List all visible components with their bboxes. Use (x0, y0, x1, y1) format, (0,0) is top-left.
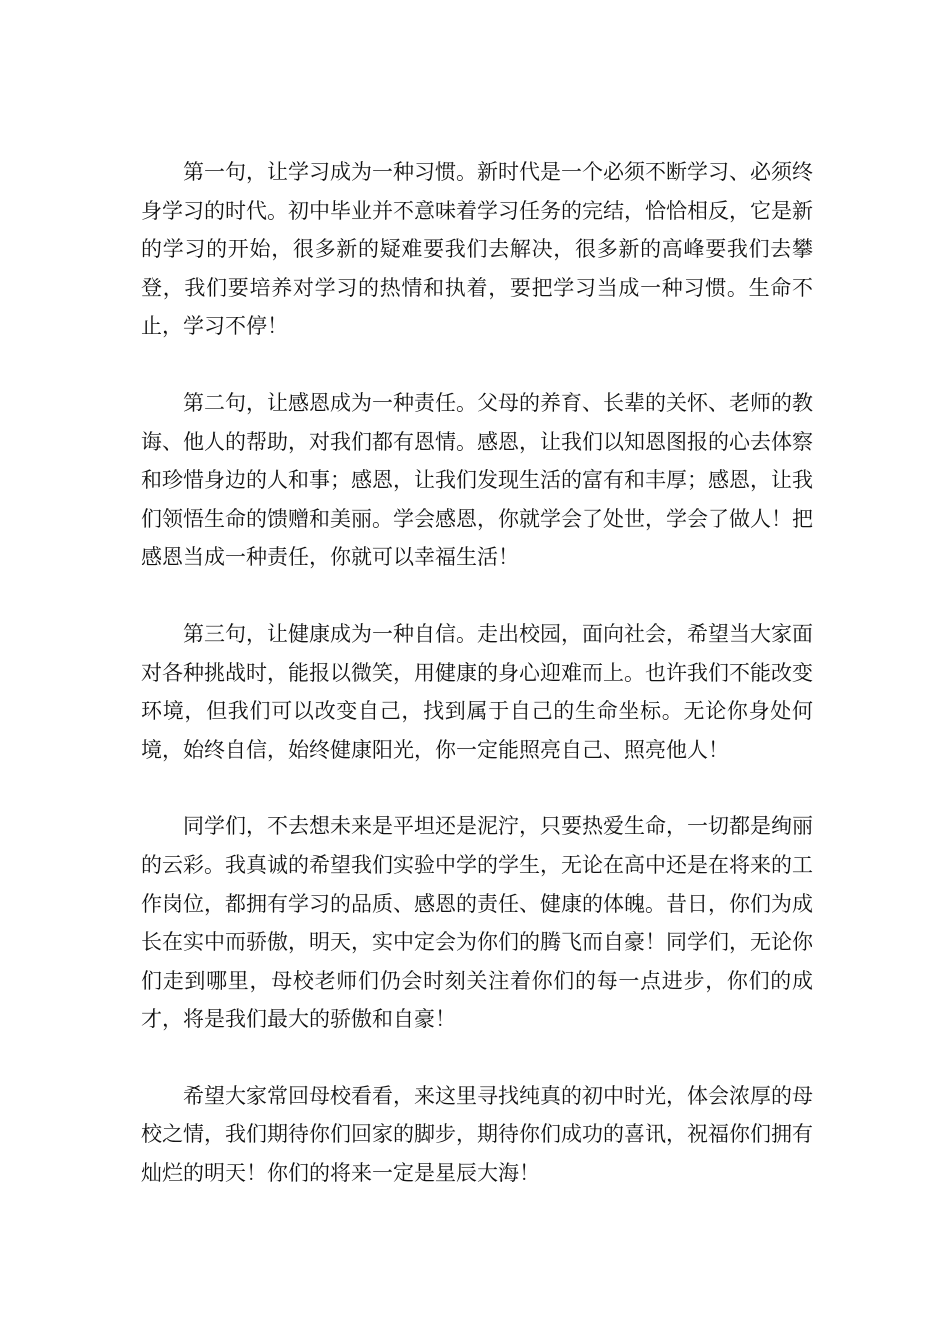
document-body (141, 153, 813, 1193)
paragraph-habit-of-learning: 第一句，让学习成为一种习惯。新时代是一个必须不断学习、必须终身学习的时代。初中毕业并不意味着学习任务的完结，恰恰相反，它是新的学习的开始，很多新的疑难要我们去解决，很多新的高峰要我们去攀登，我们要培养对学习的热情和执着，要把学习当成一种习惯。生命不止，学习不停！ (141, 160, 813, 339)
paragraph-closing-wishes: 希望大家常回母校看看，来这里寻找纯真的初中时光，体会浓厚的母校之情，我们期待你们回家的脚步，期待你们成功的喜讯，祝福你们拥有灿烂的明天！你们的将来一定是星辰大海！ (141, 1083, 813, 1186)
paragraph-gratitude: 第二句，让感恩成为一种责任。父母的养育、长辈的关怀、老师的教诲、他人的帮助，对我们都有恩情。感恩，让我们以知恩图报的心去体察和珍惜身边的人和事；感恩，让我们发现生活的富有和丰厚；感恩，让我们领悟生命的馈赠和美丽。学会感恩，你就学会了处世，学会了做人！把感恩当成一种责任，你就可以幸福生活！ (141, 390, 813, 570)
paragraph-health-confidence: 第三句，让健康成为一种自信。走出校园，面向社会，希望当大家面对各种挑战时，能报以微笑，用健康的身心迎难而上。也许我们不能改变环境，但我们可以改变自己，找到属于自己的生命坐标。无论你身处何境，始终自信，始终健康阳光，你一定能照亮自己、照亮他人！ (141, 621, 813, 762)
paragraph-address-to-students: 同学们，不去想未来是平坦还是泥泞，只要热爱生命，一切都是绚丽的云彩。我真诚的希望我们实验中学的学生，无论在高中还是在将来的工作岗位，都拥有学习的品质、感恩的责任、健康的体魄。昔日，你们为成长在实中而骄傲，明天，实中定会为你们的腾飞而自豪！同学们，无论你们走到哪里，母校老师们仍会时刻关注着你们的每一点进步，你们的成才，将是我们最大的骄傲和自豪！ (141, 814, 813, 1032)
